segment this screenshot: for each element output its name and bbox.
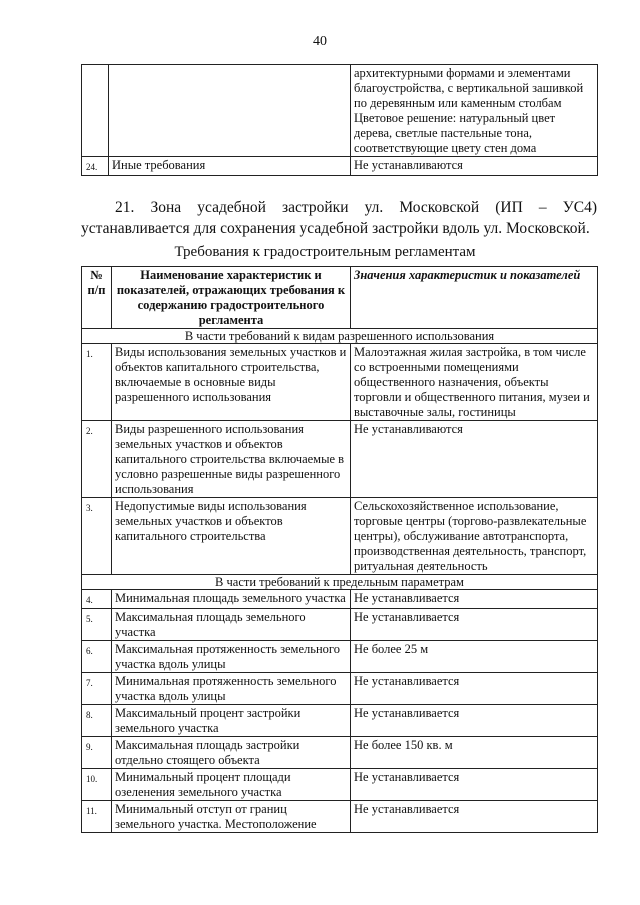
section-row — [82, 575, 598, 590]
row-value: Не устанавливается — [351, 590, 598, 609]
row-name: Максимальная площадь застройки отдельно стоящего объекта — [112, 737, 351, 769]
name-cell — [109, 65, 351, 157]
row-number: 11. — [82, 801, 112, 833]
row-number: 10. — [82, 769, 112, 801]
row-number: 8. — [82, 705, 112, 737]
row-value: Не более 150 кв. м — [351, 737, 598, 769]
header-num: № п/п — [82, 267, 112, 329]
header-value: Значения характеристик и показателей — [351, 267, 598, 329]
section-heading: В части требований к предельным параметрам — [82, 575, 598, 590]
section-heading: В части требований к видам разрешенного использования — [82, 329, 598, 344]
row-name: Минимальный отступ от границ земельного участка. Местоположение — [112, 801, 351, 833]
row-name: Максимальная протяженность земельного участка вдоль улицы — [112, 641, 351, 673]
row-name: Минимальная протяженность земельного участка вдоль улицы — [112, 673, 351, 705]
row-name: Минимальный процент площади озеленения земельного участка — [112, 769, 351, 801]
row-number: 5. — [82, 609, 112, 641]
row-name: Иные требования — [109, 157, 351, 176]
row-value: Малоэтажная жилая застройка, в том числе со встроенными помещениями общественного назначения, объекты торговли и общественного питания, музеи и выставочные залы, гостиницы — [351, 344, 598, 421]
table-row — [82, 421, 598, 498]
page-number: 40 — [313, 34, 327, 49]
row-name: Виды использования земельных участков и объектов капитального строительства, включаемые в основные виды разрешенного использования — [112, 344, 351, 421]
table-row — [82, 157, 598, 176]
row-value: Не более 25 м — [351, 641, 598, 673]
row-number: 4. — [82, 590, 112, 609]
num-cell — [82, 65, 109, 157]
table-row — [82, 641, 598, 673]
row-number: 7. — [82, 673, 112, 705]
row-number: 24. — [82, 157, 109, 176]
table-row — [82, 65, 598, 157]
zone-paragraph — [81, 197, 597, 239]
row-value: Не устанавливаются — [351, 421, 598, 498]
row-name: Максимальный процент застройки земельного участка — [112, 705, 351, 737]
row-number: 2. — [82, 421, 112, 498]
header-row — [82, 267, 598, 329]
row-value: Сельскохозяйственное использование, торговые центры (торгово-развлекательные центры), обслуживание автотранспорта, производственная деятельность, транспорт, ритуальная деятельность — [351, 498, 598, 575]
paragraph-line-2: устанавливается для сохранения усадебной застройки вдоль ул. Московской. — [81, 220, 590, 237]
table-row — [82, 801, 598, 833]
row-number: 1. — [82, 344, 112, 421]
header-name: Наименование характеристик и показателей, отражающих требования к содержанию градостроительного регламента — [112, 267, 351, 329]
row-name: Недопустимые виды использования земельных участков и объектов капитального строительства — [112, 498, 351, 575]
value-cell: архитектурными формами и элементами благоустройства, с вертикальной зашивкой по деревянным или каменным столбам Цветовое решение: натуральный цвет дерева, светлые пастельные тона, соответствующие цвету стен дома — [351, 65, 598, 157]
row-number: 3. — [82, 498, 112, 575]
row-value: Не устанавливается — [351, 769, 598, 801]
table-row — [82, 590, 598, 609]
table-row — [82, 673, 598, 705]
row-value: Не устанавливается — [351, 801, 598, 833]
row-name: Максимальная площадь земельного участка — [112, 609, 351, 641]
row-name: Минимальная площадь земельного участка — [112, 590, 351, 609]
row-value: Не устанавливается — [351, 673, 598, 705]
table-row — [82, 609, 598, 641]
table-title: Требования к градостроительным регламентам — [174, 244, 476, 260]
table-row — [82, 737, 598, 769]
continued-requirements-table — [81, 64, 598, 176]
row-value: Не устанавливается — [351, 609, 598, 641]
paragraph-line-1: 21. Зона усадебной застройки ул. Московской (ИП – УС4) — [115, 199, 597, 216]
table-row — [82, 769, 598, 801]
row-value: Не устанавливаются — [351, 157, 598, 176]
row-number: 6. — [82, 641, 112, 673]
regulations-table — [81, 266, 598, 833]
row-value: Не устанавливается — [351, 705, 598, 737]
section-row — [82, 329, 598, 344]
row-name: Виды разрешенного использования земельных участков и объектов капитального строительства включаемые в условно разрешенные виды разрешенного использования — [112, 421, 351, 498]
table-row — [82, 344, 598, 421]
table-row — [82, 705, 598, 737]
row-number: 9. — [82, 737, 112, 769]
table-row — [82, 498, 598, 575]
